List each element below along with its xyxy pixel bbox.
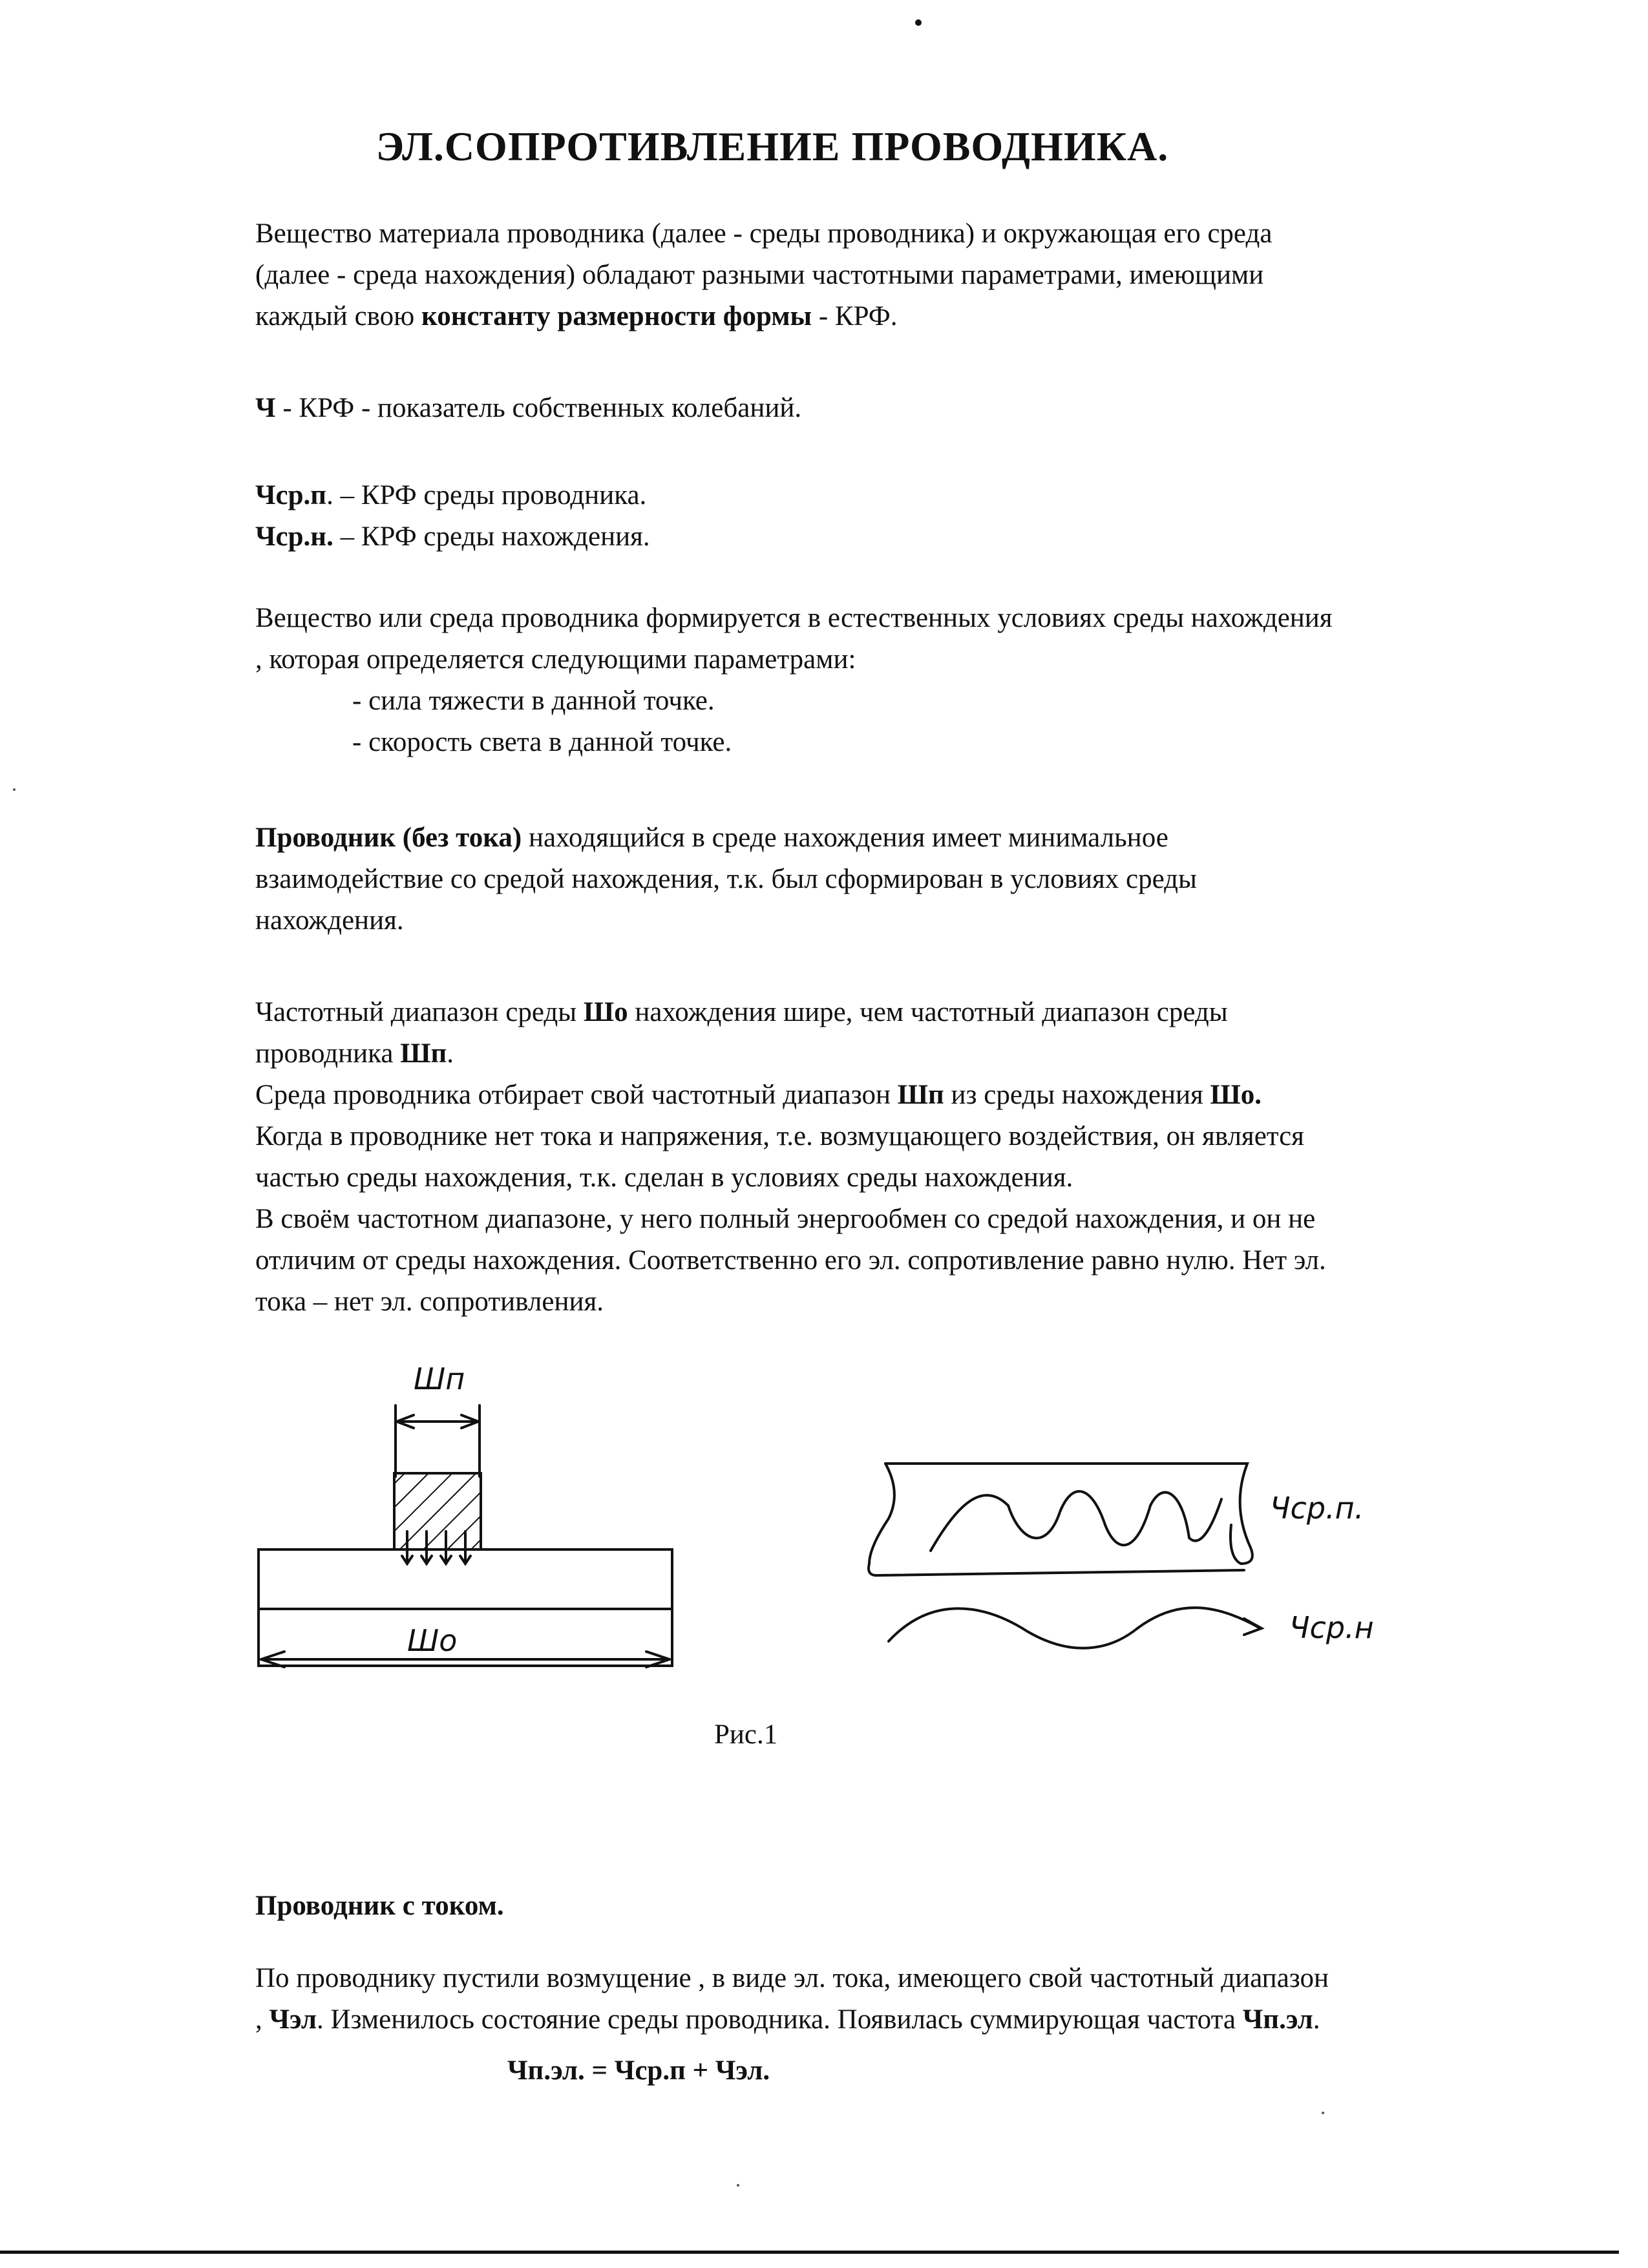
chpel-term: Чп.эл: [1242, 2004, 1313, 2035]
intro-text-end: - КРФ.: [812, 301, 898, 331]
scan-speck: [1322, 2112, 1324, 2114]
ranges-paragraph: [255, 992, 1548, 1323]
ch-term: Ч: [255, 393, 276, 423]
chsrp-label: Чср.п.: [1270, 1491, 1364, 1526]
ranges-line-8: тока – нет эл. сопротивления.: [255, 1286, 604, 1317]
with-current-text: .: [1313, 2004, 1320, 2035]
formation-line-1: Вещество или среда проводника формируется в естественных условиях среды нахождения: [255, 603, 1333, 633]
no-current-text: находящийся в среде нахождения имеет минимальное: [522, 823, 1168, 853]
shp-term: Шп: [897, 1080, 944, 1110]
chel-term: Чэл: [269, 2004, 317, 2035]
ranges-line-5: частью среды нахождения, т.к. сделан в условиях среды нахождения.: [255, 1162, 1073, 1193]
bottom-rule: [0, 2251, 1619, 2254]
with-current-line-2: [255, 1999, 1548, 2041]
chsrn-term: Чср.н.: [255, 521, 333, 552]
scan-speck: [13, 788, 16, 791]
chsrp-definition: . – КРФ среды проводника.: [326, 480, 647, 510]
ranges-text: нахождения шире, чем частотный диапазон среды: [628, 997, 1228, 1027]
with-current-paragraph: [255, 1958, 1548, 2041]
intro-line-1: Вещество материала проводника (далее - среды проводника) и окружающая его среда: [255, 218, 1273, 249]
with-current-heading: [255, 1885, 1548, 1927]
ranges-text: Среда проводника отбирает свой частотный диапазон: [255, 1080, 898, 1110]
ranges-text: проводника: [255, 1038, 401, 1069]
ranges-line-3: [255, 1075, 1548, 1116]
ch-definition: - КРФ - показатель собственных колебаний.: [275, 393, 802, 423]
conductor-outline-top-right: [885, 1464, 1252, 1564]
ranges-line-6: В своём частотном диапазоне, у него полный энергообмен со средой нахождения, и он не: [255, 1204, 1316, 1234]
formation-item-gravity: - сила тяжести в данной точке.: [352, 686, 715, 716]
no-current-paragraph: [255, 817, 1548, 941]
with-current-title: Проводник с током.: [255, 1891, 504, 1921]
with-current-text: ,: [255, 2004, 269, 2035]
no-current-line-2: взаимодействие со средой нахождения, т.к. был сформирован в условиях среды: [255, 864, 1197, 894]
intro-line-2: (далее - среда нахождения) обладают разными частотными параметрами, имеющими: [255, 260, 1264, 290]
krf-term: константу размерности формы: [421, 301, 812, 331]
ranges-line-2: [255, 1033, 1548, 1075]
chsrn-label: Чср.н: [1289, 1610, 1374, 1645]
ranges-line-1: [255, 992, 1548, 1033]
no-current-line-3: нахождения.: [255, 905, 404, 936]
scan-dot: [915, 19, 922, 26]
ranges-text: Частотный диапазон среды: [255, 997, 584, 1027]
ranges-line-7: отличим от среды нахождения. Соответственно его эл. сопротивление равно нулю. Нет эл.: [255, 1245, 1326, 1276]
ranges-line-4: Когда в проводнике нет тока и напряжения, т.е. возмущающего воздействия, он является: [255, 1121, 1304, 1151]
ranges-text: из среды нахождения: [944, 1080, 1210, 1110]
definition-chsrn: [255, 516, 1548, 558]
conductor-wave: [931, 1491, 1221, 1551]
page-title: ЭЛ.СОПРОТИВЛЕНИЕ ПРОВОДНИКА.: [375, 123, 1169, 169]
no-current-term: Проводник (без тока): [255, 823, 522, 853]
shp-term: Шп: [400, 1038, 447, 1069]
with-current-text: . Изменилось состояние среды проводника. Появилась суммирующая частота: [317, 2004, 1243, 2035]
chsrp-term: Чср.п: [255, 480, 327, 510]
formation-item-light-speed: - скорость света в данной точке.: [352, 727, 732, 757]
sho-term: Шо.: [1210, 1080, 1262, 1110]
formation-line-2: , которая определяется следующими параметрами:: [255, 644, 856, 675]
figure-1-diagram: [0, 1344, 1648, 1706]
ranges-text: .: [447, 1038, 454, 1069]
environment-wave-tip: [1244, 1619, 1262, 1635]
sho-term: Шо: [583, 997, 628, 1027]
shp-label: Шп: [414, 1361, 465, 1396]
formula: Чп.эл. = Чср.п + Чэл.: [507, 2055, 770, 2086]
environment-wave: [889, 1608, 1260, 1648]
intro-text: каждый свою: [255, 301, 422, 331]
definition-list: [255, 475, 1548, 558]
definition-ch: [255, 388, 1548, 429]
sho-label: Шо: [407, 1623, 458, 1658]
definition-chsrp: [255, 475, 1548, 516]
figure-caption: Рис.1: [714, 1719, 778, 1750]
chsrn-definition: – КРФ среды нахождения.: [333, 521, 650, 552]
formation-paragraph: [255, 598, 1548, 763]
intro-line-3: [255, 296, 1548, 337]
no-current-line-1: [255, 817, 1548, 859]
with-current-line-1: По проводнику пустили возмущение , в виде эл. тока, имеющего свой частотный диапазон: [255, 1963, 1329, 1993]
intro-paragraph: [255, 213, 1548, 337]
scan-speck: [737, 2184, 739, 2187]
